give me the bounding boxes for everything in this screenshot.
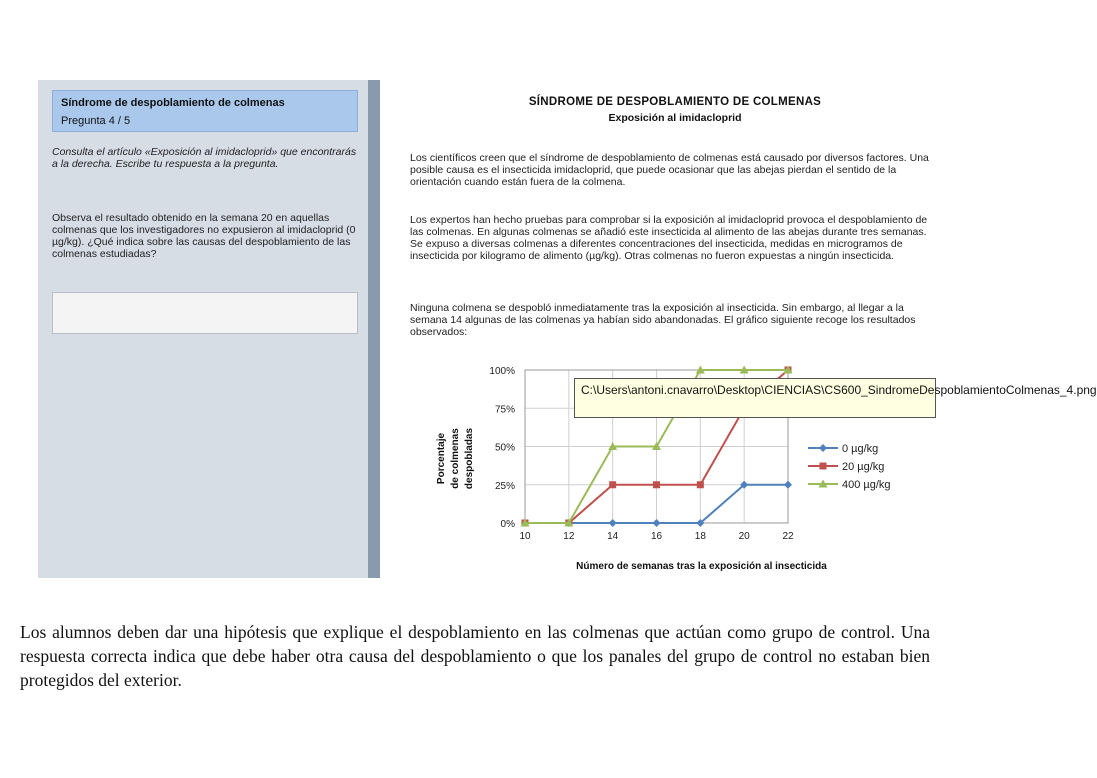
question-panel (38, 80, 368, 578)
x-tick-label: 18 (694, 531, 706, 542)
data-point-0-g-kg (609, 519, 617, 527)
answer-input[interactable] (52, 292, 358, 334)
article-subtitle: Exposición al imidacloprid (608, 112, 742, 124)
data-point-0-g-kg (784, 481, 792, 489)
panel-divider (368, 80, 380, 578)
y-axis-label: Porcentaje (436, 432, 447, 485)
legend-marker-20-g-kg (820, 463, 827, 470)
x-tick-label: 22 (782, 531, 794, 542)
y-tick-label: 0% (500, 519, 515, 530)
legend-label-0-g-kg: 0 µg/kg (842, 443, 879, 455)
article-paragraph-2: Los expertos han hecho pruebas para comprobar si la exposición al imidacloprid provoca el despoblamiento de las colmenas. En algunas colmenas se añadió este insecticida al alimento de las abejas durante tres semanas. Se expuso a diversas colmenas a diferentes concentraciones del insecticida, medidas en microgramos de insecticida por kilogramo de alimento (µg/kg). Otras colmenas no fueron expuestas a ningún insecticida. (410, 214, 928, 262)
question-instruction: Consulta el artículo «Exposición al imidacloprid» que encontrarás a la derecha. Escribe tu respuesta a la pregunta. (52, 146, 357, 170)
x-tick-label: 14 (607, 531, 619, 542)
x-tick-label: 12 (563, 531, 575, 542)
question-header (52, 90, 358, 132)
legend-label-400-g-kg: 400 µg/kg (842, 479, 891, 491)
x-tick-label: 10 (519, 531, 531, 542)
legend-label-20-g-kg: 20 µg/kg (842, 461, 885, 473)
article-title: SÍNDROME DE DESPOBLAMIENTO DE COLMENAS (528, 96, 822, 108)
y-tick-label: 25% (494, 480, 515, 492)
y-tick-label: 100% (489, 366, 515, 377)
data-point-20-g-kg (653, 481, 660, 488)
y-tick-label: 75% (494, 404, 515, 416)
question-text: Observa el resultado obtenido en la semana 20 en aquellas colmenas que los investigadores no expusieron al imidacloprid (0 µg/kg). ¿Qué indica sobre las causas del despoblamiento de las colmenas estudiadas? (52, 212, 356, 260)
data-point-20-g-kg (609, 481, 616, 488)
file-path-tooltip: C:\Users\antoni.cnavarro\Desktop\CIENCIAS\CS600_SindromeDespoblamientoColmenas_4.png (574, 378, 936, 418)
x-tick-label: 16 (650, 531, 663, 542)
data-point-0-g-kg (653, 519, 661, 527)
y-tick-label: 50% (494, 442, 515, 454)
question-number: Pregunta 4 / 5 (61, 115, 131, 127)
x-axis-label: Número de semanas tras la exposición al insecticida (576, 561, 827, 572)
article-paragraph-1: Los científicos creen que el síndrome de despoblamiento de colmenas está causado por diversos factores. Una posible causa es el insecticida imidacloprid, que puede ocasionar que las abejas pierdan el sentido de la orientación cuando están fuera de la colmena. (410, 152, 929, 188)
y-axis-label: de colmenas (450, 428, 461, 489)
y-axis-label: despobladas (464, 427, 475, 490)
unit-title: Síndrome de despoblamiento de colmenas (61, 97, 285, 109)
x-tick-label: 20 (738, 531, 750, 542)
article-paragraph-3: Ninguna colmena se despobló inmediatamente tras la exposición al insecticida. Sin embargo, al llegar a la semana 14 algunas de las colmenas ya habían sido abandonadas. El gráfico siguiente recoge los resultados observados: (410, 302, 916, 338)
legend-marker-0-g-kg (819, 444, 827, 452)
data-point-20-g-kg (697, 481, 704, 488)
grading-note: Los alumnos deben dar una hipótesis que explique el despoblamiento en las colmenas que actúan como grupo de control. Una respuesta correcta indica que debe haber otra causa del despoblamiento o que los panales del grupo de control no estaban bien protegidos del exterior. (20, 622, 930, 690)
